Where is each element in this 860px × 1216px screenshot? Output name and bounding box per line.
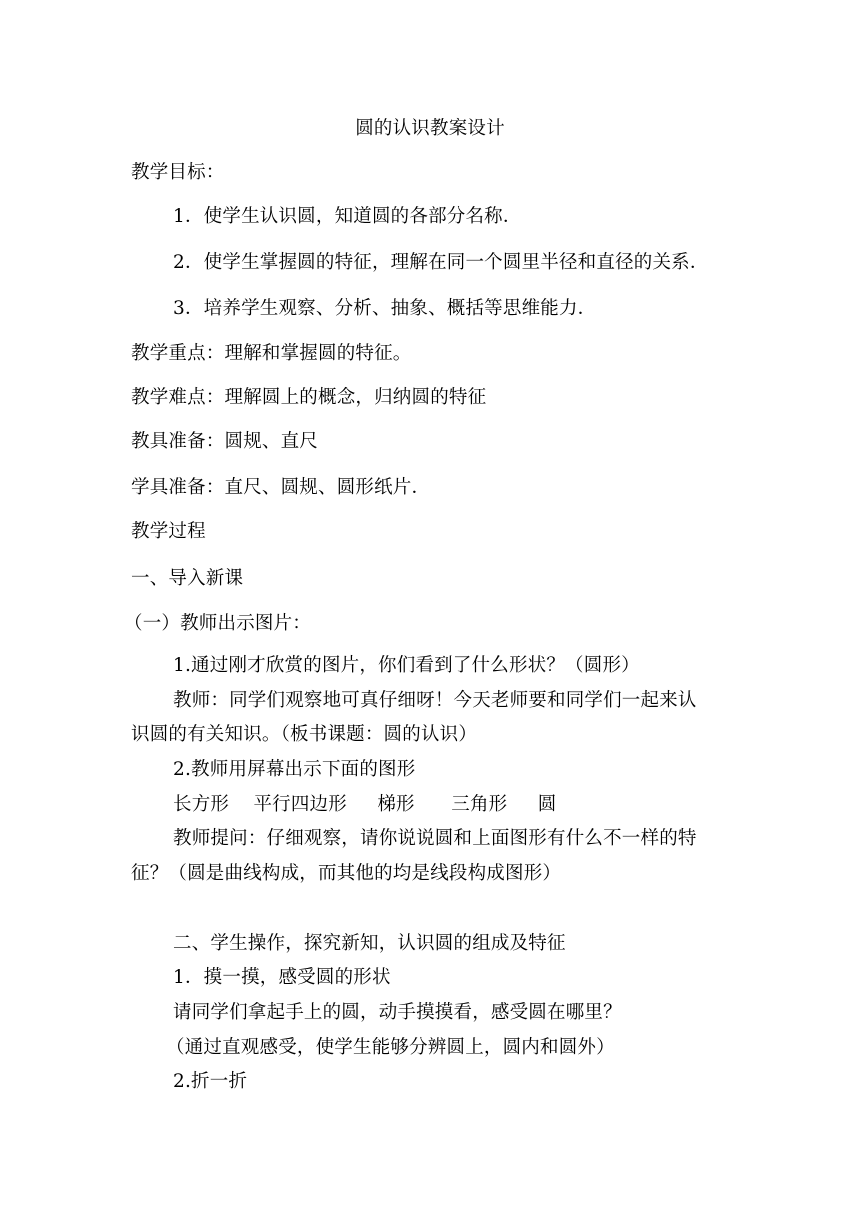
shape-name: 梯形 bbox=[377, 794, 415, 815]
shape-list bbox=[173, 793, 556, 817]
difficulty: 教学难点：理解圆上的概念，归纳圆的特征 bbox=[131, 387, 487, 408]
section-2-item-2: 2.折一折 bbox=[173, 1071, 248, 1092]
section-2-item-1: 1．摸一摸，感受圆的形状 bbox=[173, 967, 391, 988]
teacher-speech-line-2: 识圆的有关知识。（板书课题：圆的认识） bbox=[131, 724, 478, 745]
section-1-item-1: 1.通过刚才欣赏的图片，你们看到了什么形状？（圆形） bbox=[173, 655, 640, 676]
shape-name: 三角形 bbox=[451, 794, 508, 815]
process-heading: 教学过程 bbox=[131, 521, 206, 542]
question-line-1: 教师提问：仔细观察，请你说说圆和上面图形有什么不一样的特 bbox=[173, 828, 697, 849]
objective-item: 3．培养学生观察、分析、抽象、概括等思维能力． bbox=[173, 298, 597, 319]
objectives-heading: 教学目标： bbox=[131, 162, 225, 183]
shape-name: 圆 bbox=[537, 794, 557, 815]
shape-name: 平行四边形 bbox=[253, 794, 347, 815]
teacher-speech-line-1: 教师：同学们观察地可真仔细呀！今天老师要和同学们一起来认 bbox=[173, 690, 697, 711]
section-1-title: 一、导入新课 bbox=[131, 568, 244, 589]
section-2-item-1-text: 请同学们拿起手上的圆，动手摸摸看，感受圆在哪里？ bbox=[173, 1002, 622, 1023]
student-tools: 学具准备：直尺、圆规、圆形纸片． bbox=[131, 477, 431, 498]
shape-name: 长方形 bbox=[173, 794, 230, 815]
objective-item: 1．使学生认识圆，知道圆的各部分名称． bbox=[173, 206, 522, 227]
subsection-1-title: （一）教师出示图片： bbox=[124, 613, 312, 634]
question-line-2: 征？（圆是曲线构成，而其他的均是线段构成图形） bbox=[131, 863, 562, 884]
teacher-tools: 教具准备：圆规、直尺 bbox=[131, 431, 319, 452]
section-2-item-1-note: （通过直观感受，使学生能够分辨圆上，圆内和圆外） bbox=[166, 1037, 615, 1058]
section-1-item-2: 2.教师用屏幕出示下面的图形 bbox=[173, 759, 416, 780]
section-2-title: 二、学生操作，探究新知，认识圆的组成及特征 bbox=[173, 933, 566, 954]
key-point: 教学重点：理解和掌握圆的特征。 bbox=[131, 343, 412, 364]
objective-item: 2．使学生掌握圆的特征，理解在同一个圆里半径和直径的关系． bbox=[173, 252, 709, 273]
document-title: 圆的认识教案设计 bbox=[355, 118, 505, 139]
